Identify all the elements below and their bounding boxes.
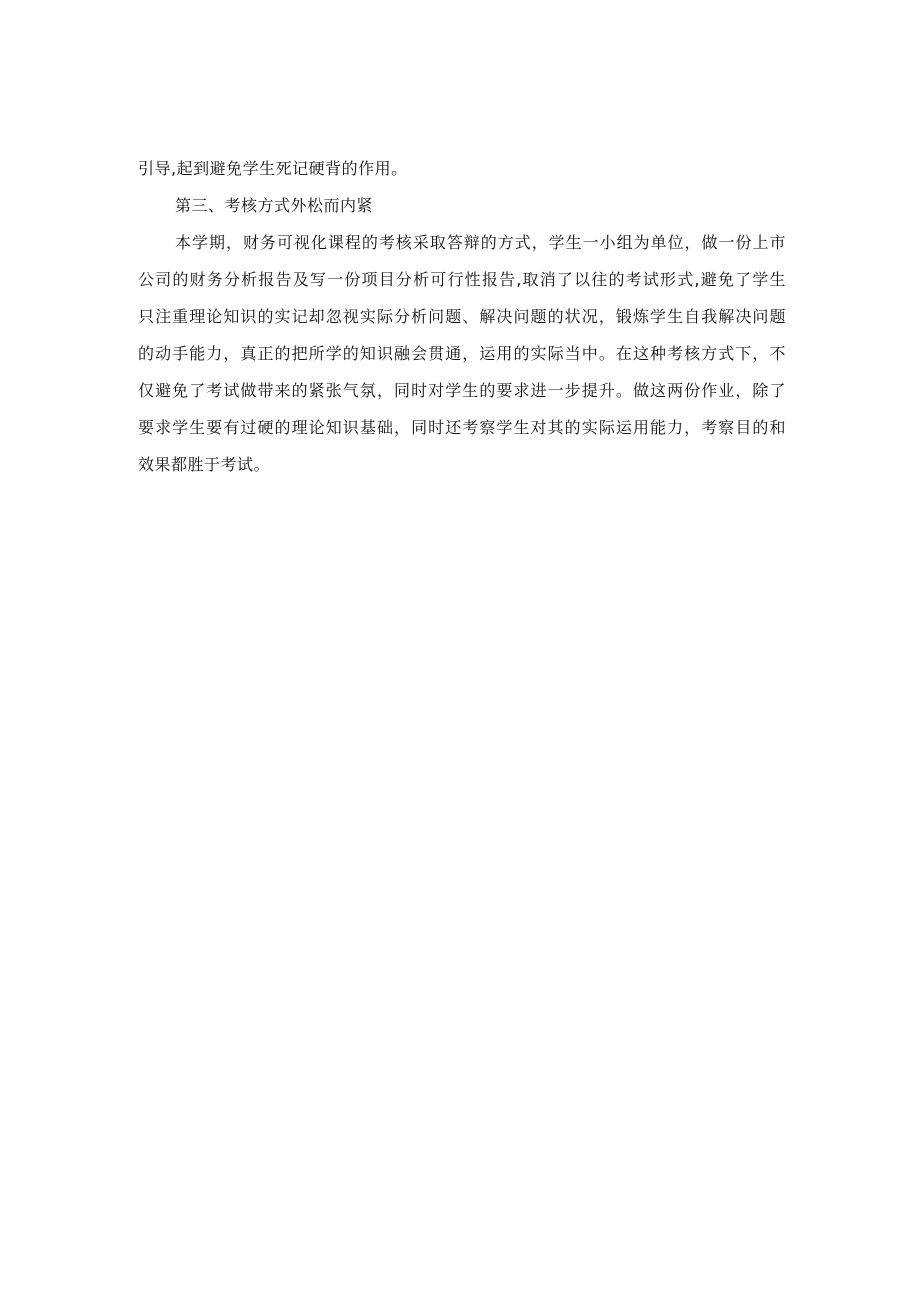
- paragraph-line: 本学期，财务可视化课程的考核采取答辩的方式，学生一小组为单位，做一份上市: [175, 233, 786, 252]
- paragraph-line: 的动手能力，真正的把所学的知识融会贯通，运用的实际当中。在这种考核方式下，不: [138, 344, 786, 363]
- paragraph-line: 要求学生要有过硬的理论知识基础，同时还考察学生对其的实际运用能力，考察目的和: [138, 418, 786, 437]
- section-heading: 第三、考核方式外松而内紧: [175, 196, 374, 215]
- paragraph-line: 只注重理论知识的实记却忽视实际分析问题、解决问题的状况，锻炼学生自我解决问题: [138, 307, 786, 326]
- document-body: [138, 150, 786, 483]
- paragraph-line: 公司的财务分析报告及写一份项目分析可行性报告,取消了以往的考试形式,避免了学生: [138, 270, 786, 289]
- paragraph-line: 仅避免了考试做带来的紧张气氛，同时对学生的要求进一步提升。做这两份作业，除了: [138, 381, 786, 400]
- paragraph-continuation-line: 引导,起到避免学生死记硬背的作用。: [138, 159, 408, 178]
- paragraph-last-line: 效果都胜于考试。: [138, 455, 271, 474]
